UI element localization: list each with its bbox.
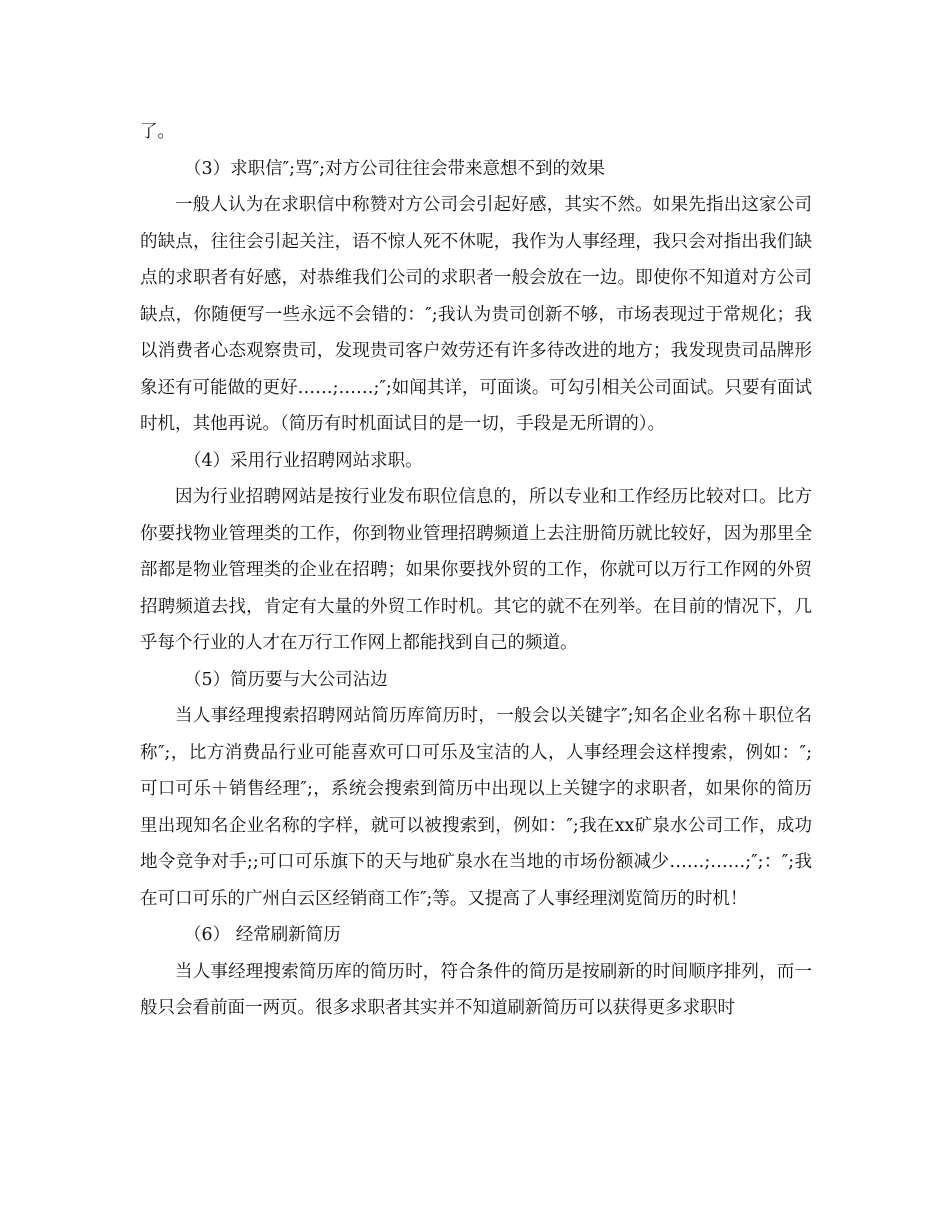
paragraph-continuation: 了。 — [140, 122, 175, 142]
paragraph-6: 当人事经理搜索简历库的简历时，符合条件的简历是按刷新的时间顺序排列，而一般只会看前面一两页。很多求职者其实并不知道刷新简历可以获得更多求职时 — [140, 961, 812, 1018]
section-heading-5: （5）简历要与大公司沾边 — [184, 669, 388, 690]
section-heading-6: （6） 经常刷新简历 — [184, 925, 341, 945]
paragraph-3: 一般人认为在求职信中称赞对方公司会引起好感，其实不然。如果先指出这家公司的缺点，往往会引起关注，语不惊人死不休呢，我作为人事经理，我只会对指出我们缺点的求职者有好感，对恭维我们公司的求职者一般会放在一边。即使你不知道对方公司缺点，你随便写一些永远不会错的：″;我认为贵司创新不够，市场表现过于常规化；我以消费者心态观察贵司，发现贵司客户效劳还有许多待改进的地方；我发现贵司品牌形象还有可能做的更好……;……;″;如闻其详，可面谈。可勾引相关公司面试。只要有面试时机，其他再说。（简历有时机面试目的是一切，手段是无所谓的）。 — [140, 195, 812, 434]
document-body — [140, 114, 812, 1027]
section-heading-4: （4）采用行业招聘网站求职。 — [184, 450, 423, 471]
paragraph-4: 因为行业招聘网站是按行业发布职位信息的，所以专业和工作经历比较对口。比方你要找物业管理类的工作，你到物业管理招聘频道上去注册简历就比较好，因为那里全部都是物业管理类的企业在招聘；如果你要找外贸的工作，你就可以万行工作网的外贸招聘频道去找，肯定有大量的外贸工作时机。其它的就不在列举。在目前的情况下，几乎每个行业的人才在万行工作网上都能找到自己的频道。 — [140, 487, 812, 653]
section-heading-3: （3）求职信″;骂″;对方公司往往会带来意想不到的效果 — [184, 158, 605, 179]
paragraph-5: 当人事经理搜索招聘网站简历库简历时，一般会以关键字″;知名企业名称＋职位名称″;，比方消费品行业可能喜欢可口可乐及宝洁的人，人事经理会这样搜索，例如：″;可口可乐＋销售经理″;，系统会搜索到简历中出现以上关键字的求职者，如果你的简历里出现知名企业名称的字样，就可以被搜索到，例如：″;我在xx矿泉水公司工作，成功地令竞争对手;;可口可乐旗下的天与地矿泉水在当地的市场份额减少……;……;″;：″;我在可口可乐的广州白云区经销商工作″;等。又提高了人事经理浏览简历的时机！ — [140, 706, 812, 909]
